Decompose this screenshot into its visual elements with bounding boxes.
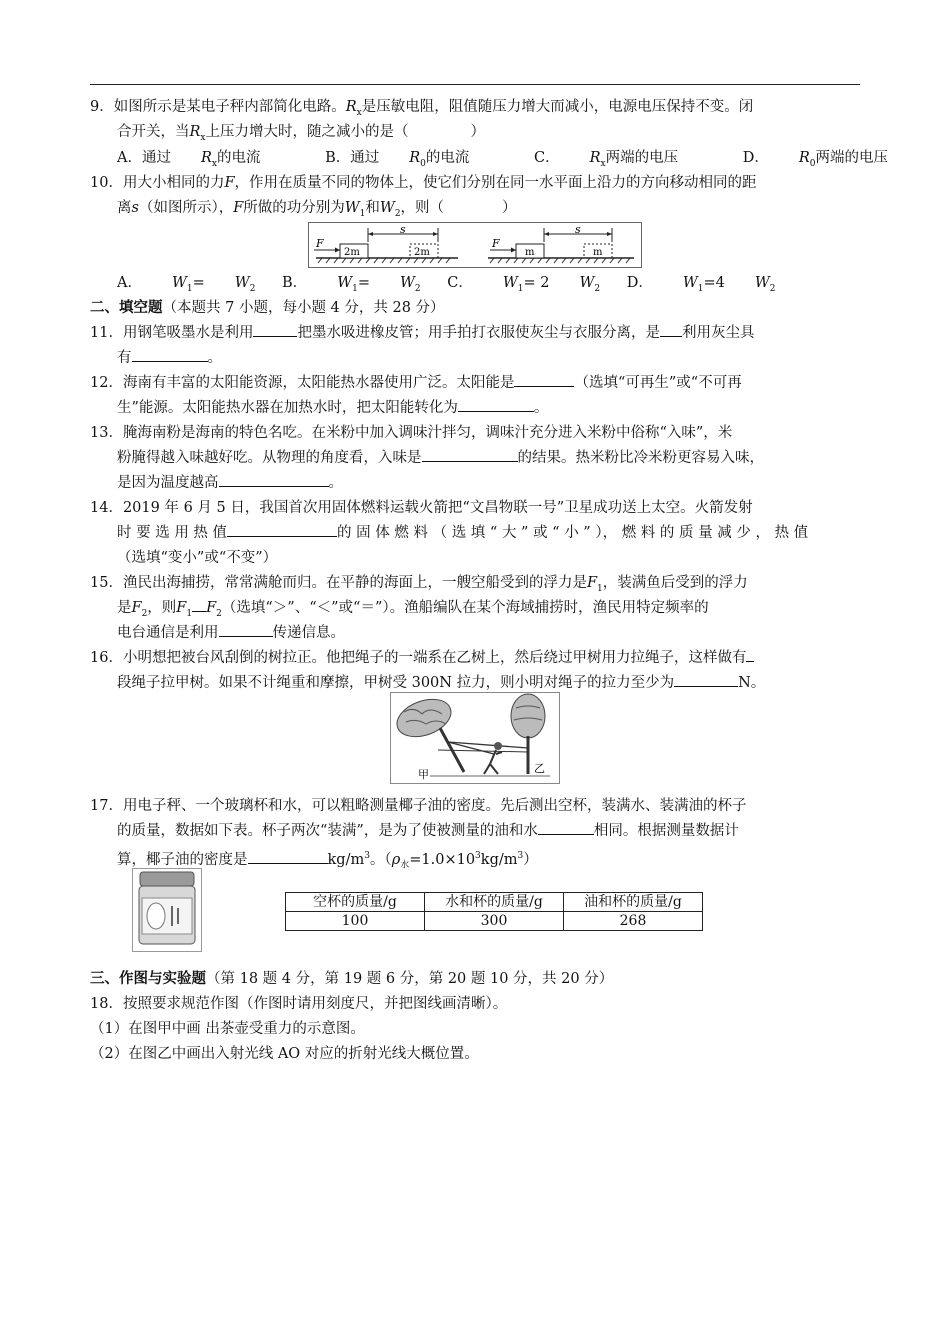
- top-rule: [90, 84, 860, 85]
- q10-option-a[interactable]: A． $W_1= W_2$: [117, 275, 256, 294]
- person-head: [494, 742, 502, 750]
- q10-fig-label-s1: s: [400, 223, 406, 236]
- table-row: [286, 912, 703, 931]
- q15-line2: 是$F_2$，则$F_1$ $F_2$（选填“＞”、“＜”或“＝”）。渔船编队在某个海域捕捞时，渔民用特定频率的: [117, 597, 709, 625]
- q17-line2: 的质量，数据如下表。杯子两次“装满”，是为了使被测量的油和水 相同。根据测量数据计: [117, 820, 739, 842]
- section-3-heading: 三、作图与实验题（第 18 题 4 分，第 19 题 6 分，第 20 题 10 分，共 20 分）: [90, 970, 614, 987]
- q14-line3: （选填“变小”或“不变”）: [117, 550, 278, 566]
- coconut-oil-jar-image: [132, 868, 202, 952]
- q16-blank-1[interactable]: [746, 647, 754, 662]
- table-header-row: [286, 893, 703, 912]
- q10-fig-block-m: m: [525, 247, 535, 258]
- q9-option-b[interactable]: B．通过 $R_0$的电流: [325, 150, 470, 169]
- q10-line1: 10．用大小相同的力F，作用在质量不同的物体上，使它们分别在同一水平面上沿力的方向移动相同的距: [90, 175, 757, 191]
- q11-blank-1[interactable]: [253, 322, 297, 337]
- q10-options: [117, 272, 806, 300]
- tree-yi-crown: [511, 694, 545, 738]
- q10-option-c[interactable]: C． $W_1= 2$ $W_2$: [447, 275, 601, 294]
- q16-figure: [390, 692, 560, 784]
- q12-line1: 12．海南有丰富的太阳能资源，太阳能热水器使用广泛。太阳能是 （选填“可再生”或“不可再: [90, 372, 742, 394]
- q14-blank-1[interactable]: [227, 522, 337, 537]
- q9-option-a[interactable]: A．通过 $R_x$的电流: [117, 150, 261, 169]
- q15-blank-2[interactable]: [219, 622, 273, 637]
- q16-line2: 段绳子拉甲树。如果不计绳重和摩擦，甲树受 300N 拉力，则小明对绳子的拉力至少为 N。: [117, 672, 765, 694]
- q11-line2: 有 。: [117, 347, 222, 369]
- q9-options: [117, 147, 948, 175]
- q17-line3: 算，椰子油的密度是 $kg/m^3$。$(\rho_水=1.0\times 10^3kg/m^3)$: [117, 845, 538, 877]
- q10-fig-block-m-moved: m: [593, 247, 603, 258]
- q10-option-b[interactable]: B． $W_1=W_2$: [282, 275, 421, 294]
- table-cell: 268: [564, 912, 703, 931]
- table-header-cell: 水和杯的质量/g: [425, 893, 564, 912]
- q14-line1: 14．2019 年 6 月 5 日，我国首次用固体燃料运载火箭把“文昌物联一号”卫星成功送上太空。火箭发射: [90, 500, 753, 516]
- table-cell: 300: [425, 912, 564, 931]
- q10-fig-label-f1: F: [316, 237, 324, 250]
- q11-line1: 11．用钢笔吸墨水是利用 把墨水吸进橡皮管；用手拍打衣服使灰尘与衣服分离，是 利用灰尘具: [90, 322, 754, 344]
- q9-line1: 9．如图所示是某电子秤内部简化电路。$R_x$是压敏电阻，阻值随压力增大而减小，电源电压保持不变。闭: [90, 99, 754, 118]
- q9-line2: 合开关，当$R_x$上压力增大时，随之减小的是（ ）: [117, 124, 485, 143]
- q12-line2: 生”能源。太阳能热水器在加热水时，把太阳能转化为 。: [117, 397, 548, 419]
- q17-line1: 17．用电子秤、一个玻璃杯和水，可以粗略测量椰子油的密度。先后测出空杯，装满水、装满油的杯子: [90, 798, 747, 814]
- q18-line3: （2）在图乙中画出入射光线 AO 对应的折射光线大概位置。: [90, 1046, 479, 1062]
- q11-blank-3[interactable]: [132, 347, 208, 362]
- q10-option-d[interactable]: D． $W_1=4W_2$: [626, 275, 776, 294]
- q10-figure: [308, 222, 642, 268]
- q15-line3: 电台通信是利用 传递信息。: [117, 622, 345, 644]
- q10-fig-block-2m: 2m: [344, 247, 360, 258]
- q10-fig-block-2m-moved: 2m: [414, 247, 430, 258]
- q13-line3: 是因为温度越高 。: [117, 472, 343, 494]
- q13-line2: 粉腌得越入味越好吃。从物理的角度看，入味是 的结果。热米粉比冷米粉更容易入味，: [117, 447, 764, 469]
- q12-blank-2[interactable]: [458, 397, 534, 412]
- q11-blank-2[interactable]: [660, 322, 682, 337]
- q17-blank-2[interactable]: [248, 849, 328, 864]
- q18-line1: 18．按照要求规范作图（作图时请用刻度尺，并把图线画清晰）。: [90, 996, 508, 1012]
- q17-blank-1[interactable]: [538, 820, 594, 835]
- table-header-cell: 空杯的质量/g: [286, 893, 425, 912]
- q16-line1: 16．小明想把被台风刮倒的树拉正。他把绳子的一端系在乙树上，然后绕过甲树用力拉绳子，这样做有: [90, 647, 754, 669]
- q15-blank-1[interactable]: [192, 597, 206, 612]
- q16-fig-label-yi: 乙: [534, 762, 545, 775]
- q10-fig-label-f2: F: [492, 237, 500, 250]
- table-header-cell: 油和杯的质量/g: [564, 893, 703, 912]
- q12-blank-1[interactable]: [514, 372, 574, 387]
- table-cell: 100: [286, 912, 425, 931]
- q13-line1: 13．腌海南粉是海南的特色名吃。在米粉中加入调味汁拌匀，调味汁充分进入米粉中俗称“入味”，米: [90, 425, 733, 441]
- q18-line2: （1）在图甲中画 出茶壶受重力的示意图。: [90, 1021, 365, 1037]
- q9-option-d[interactable]: D． $R_0$两端的电压: [742, 150, 889, 169]
- q9-option-c[interactable]: C． $R_x$两端的电压: [534, 150, 679, 169]
- q15-line1: 15．渔民出海捕捞，常常满舱而归。在平静的海面上，一艘空船受到的浮力是$F_1$，装满鱼后受到的浮力: [90, 575, 748, 594]
- q10-fig-label-s2: s: [575, 223, 581, 236]
- q17-data-table: [285, 892, 703, 931]
- q16-fig-label-jia: 甲: [418, 768, 429, 781]
- q13-blank-1[interactable]: [422, 447, 518, 462]
- q13-blank-2[interactable]: [219, 472, 329, 487]
- section-2-heading: 二、填空题（本题共 7 小题，每小题 4 分，共 28 分）: [90, 299, 445, 316]
- q14-line2: 时 要 选 用 热 值 的 固 体 燃 料 （ 选 填 “ 大 ” 或 “ 小 ” ）， 燃 料 的 质 量 减 少 ， 热 值: [117, 522, 808, 544]
- q16-blank-2[interactable]: [674, 672, 738, 687]
- q10-line2: 离s（如图所示），F所做的功分别为$W_1$和$W_2$，则（ ）: [117, 200, 517, 219]
